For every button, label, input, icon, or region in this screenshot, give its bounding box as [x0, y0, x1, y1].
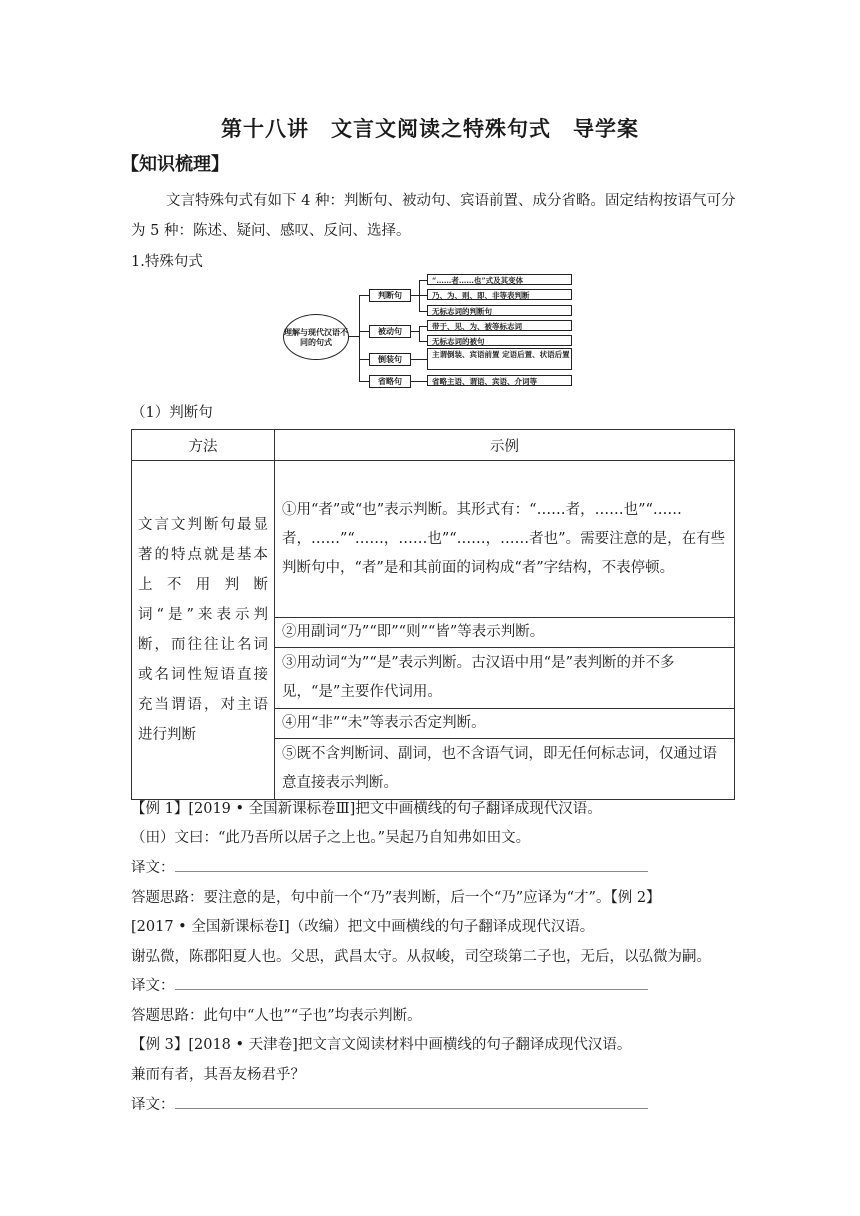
leaf-judgment-1: “……者……也”式及其变体: [427, 274, 572, 285]
example-1-text: （田）文曰：“此乃吾所以居子之上也。”吴起乃自知弗如田文。: [131, 830, 531, 846]
branch-omitted: 省略句: [369, 375, 411, 388]
heading-special-sentences: 1.特殊句式: [131, 254, 203, 270]
diagram-center: 理解与现代汉语不同的句式: [283, 314, 349, 360]
subheading-judgment: （1）判断句: [131, 405, 213, 421]
table-row: ②用副词“乃”“即”“则”“皆”等表示判断。: [275, 618, 735, 648]
example-2-text: 谢弘微，陈郡阳夏人也。父思，武昌太守。从叔峻，司空琰第二子也，无后，以弘微为嗣。: [131, 949, 711, 965]
translation-blank[interactable]: [175, 977, 648, 990]
table-header-method: 方法: [132, 430, 275, 461]
table-method-cell: 文言文判断句最显著的特点就是基本上不用判断词“是”来表示判断，而往往让名词或名词性短语直接充当谓语，对主语进行判断: [132, 461, 275, 800]
example-3-text: 兼而有者，其吾友杨君乎？: [131, 1067, 305, 1083]
page-title: 第十八讲 文言文阅读之特殊句式 导学案: [221, 117, 639, 141]
table-header-example: 示例: [275, 430, 735, 461]
example-1-translation: [131, 856, 648, 877]
leaf-passive-1: 带于、见、为、被等标志词: [427, 320, 572, 331]
table-row: ⑤既不含判断词、副词，也不含语气词，即无任何标志词，仅通过语意直接表示判断。: [275, 739, 735, 800]
leaf-judgment-2: 乃、为、则、即、非等表判断: [427, 289, 572, 300]
branch-judgment: 判断句: [369, 289, 411, 302]
translation-blank[interactable]: [175, 859, 648, 872]
leaf-passive-2: 无标志词的被句: [427, 335, 572, 346]
branch-inverted: 倒装句: [369, 353, 411, 366]
example-2-hint: 答题思路：此句中“人也”“子也”均表示判断。: [131, 1008, 422, 1024]
example-2-translation: [131, 974, 648, 995]
leaf-judgment-3: 无标志词的判断句: [427, 305, 572, 316]
example-1-hint: 答题思路：要注意的是，句中前一个“乃”表判断，后一个“乃”应译为“才”。【例 2】: [131, 890, 661, 906]
table-row: ④用“非”“未”等表示否定判断。: [275, 709, 735, 739]
translation-label: 译文：: [131, 978, 175, 994]
table-row: ①用“者”或“也”表示判断。其形式有：“……者，……也”“……者，……”“……，……也”“……，……者也”。需要注意的是，在有些判断句中，“者”是和其前面的词构成“者”字结构，不表停顿。: [275, 461, 735, 618]
translation-label: 译文：: [131, 860, 175, 876]
example-2-title: [2017 • 全国新课标卷Ⅰ]（改编）把文中画横线的句子翻译成现代汉语。: [131, 919, 595, 935]
example-3-translation: [131, 1093, 648, 1114]
example-3-title: 【例 3】[2018 • 天津卷]把文言文阅读材料中画横线的句子翻译成现代汉语。: [131, 1037, 632, 1053]
translation-blank[interactable]: [175, 1096, 648, 1109]
sentence-type-diagram: [283, 272, 583, 396]
section-heading: 【知识梳理】: [121, 154, 229, 175]
table-row: ③用动词“为”“是”表示判断。古汉语中用“是”表判断的并不多见，“是”主要作代词用。: [275, 648, 735, 709]
intro-paragraph: 文言特殊句式有如下 4 种：判断句、被动句、宾语前置、成分省略。固定结构按语气可分为 5 种：陈述、疑问、感叹、反问、选择。: [131, 193, 736, 239]
branch-passive: 被动句: [369, 325, 411, 338]
leaf-inverted: 主谓倒装、宾语前置 定语后置、状语后置: [427, 348, 572, 370]
translation-label: 译文：: [131, 1097, 175, 1113]
leaf-omitted: 省略主语、谓语、宾语、介词等: [427, 375, 572, 386]
judgment-table: [131, 429, 735, 800]
example-1-title: 【例 1】[2019 • 全国新课标卷Ⅲ]把文中画横线的句子翻译成现代汉语。: [131, 801, 602, 817]
